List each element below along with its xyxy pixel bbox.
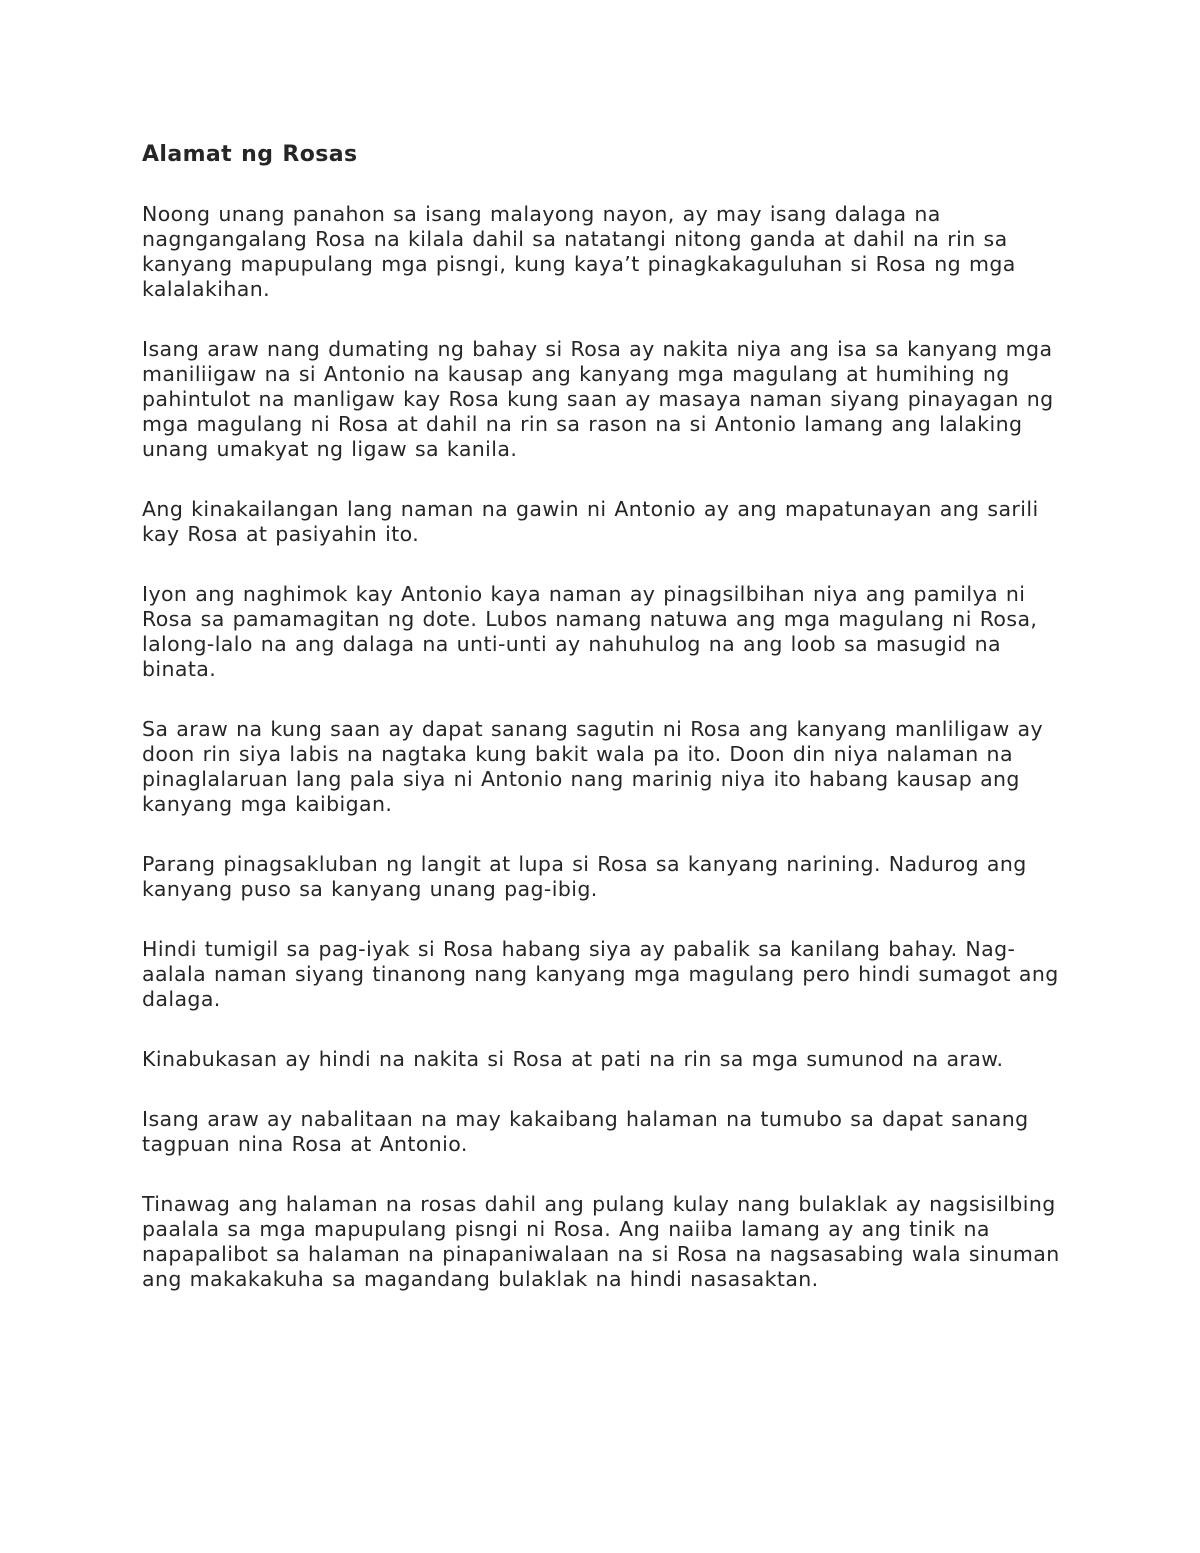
paragraph-9: Isang araw ay nabalitaan na may kakaibang halaman na tumubo sa dapat sanang tagpuan nina Rosa at Antonio. xyxy=(142,1107,1029,1156)
document-title: Alamat ng Rosas xyxy=(142,142,358,167)
paragraph-7: Hindi tumigil sa pag-iyak si Rosa habang siya ay pabalik sa kanilang bahay. Nag-aalala naman siyang tinanong nang kanyang mga magulang pero hindi sumagot ang dalaga. xyxy=(142,937,1059,1011)
paragraph-6: Parang pinagsakluban ng langit at lupa si Rosa sa kanyang narining. Nadurog ang kanyang puso sa kanyang unang pag-ibig. xyxy=(142,852,1027,901)
document-body xyxy=(142,140,1067,1327)
paragraph-10: Tinawag ang halaman na rosas dahil ang pulang kulay nang bulaklak ay nagsisilbing paalala sa mga mapupulang pisngi ni Rosa. Ang naiiba lamang ay ang tinik na napapalibot sa halaman na pinapaniwalaan na si Rosa na nagsasabing wala sinuman ang makakakuha sa magandang bulaklak na hindi nasasaktan. xyxy=(142,1192,1060,1291)
paragraph-1: Noong unang panahon sa isang malayong nayon, ay may isang dalaga na nagngangalang Rosa na kilala dahil sa natatangi nitong ganda at dahil na rin sa kanyang mapupulang mga pisngi, kung kaya’t pinagkakaguluhan si Rosa ng mga kalalakihan. xyxy=(142,202,1016,301)
paragraph-5: Sa araw na kung saan ay dapat sanang sagutin ni Rosa ang kanyang manliligaw ay doon rin siya labis na nagtaka kung bakit wala pa ito. Doon din niya nalaman na pinaglalaruan lang pala siya ni Antonio nang marinig niya ito habang kausap ang kanyang mga kaibigan. xyxy=(142,717,1044,816)
paragraph-3: Ang kinakailangan lang naman na gawin ni Antonio ay ang mapatunayan ang sarili kay Rosa at pasiyahin ito. xyxy=(142,497,1039,546)
paragraph-2: Isang araw nang dumating ng bahay si Rosa ay nakita niya ang isa sa kanyang mga maniliigaw na si Antonio na kausap ang kanyang mga magulang at humihing ng pahintulot na manligaw kay Rosa kung saan ay masaya naman siyang pinayagan ng mga magulang ni Rosa at dahil na rin sa rason na si Antonio lamang ang lalaking unang umakyat ng ligaw sa kanila. xyxy=(142,337,1054,461)
paragraph-4: Iyon ang naghimok kay Antonio kaya naman ay pinagsilbihan niya ang pamilya ni Rosa sa pamamagitan ng dote. Lubos namang natuwa ang mga magulang ni Rosa, lalong-lalo na ang dalaga na unti-unti ay nahuhulog na ang loob sa masugid na binata. xyxy=(142,582,1038,681)
paragraph-8: Kinabukasan ay hindi na nakita si Rosa at pati na rin sa mga sumunod na araw. xyxy=(142,1047,1004,1071)
